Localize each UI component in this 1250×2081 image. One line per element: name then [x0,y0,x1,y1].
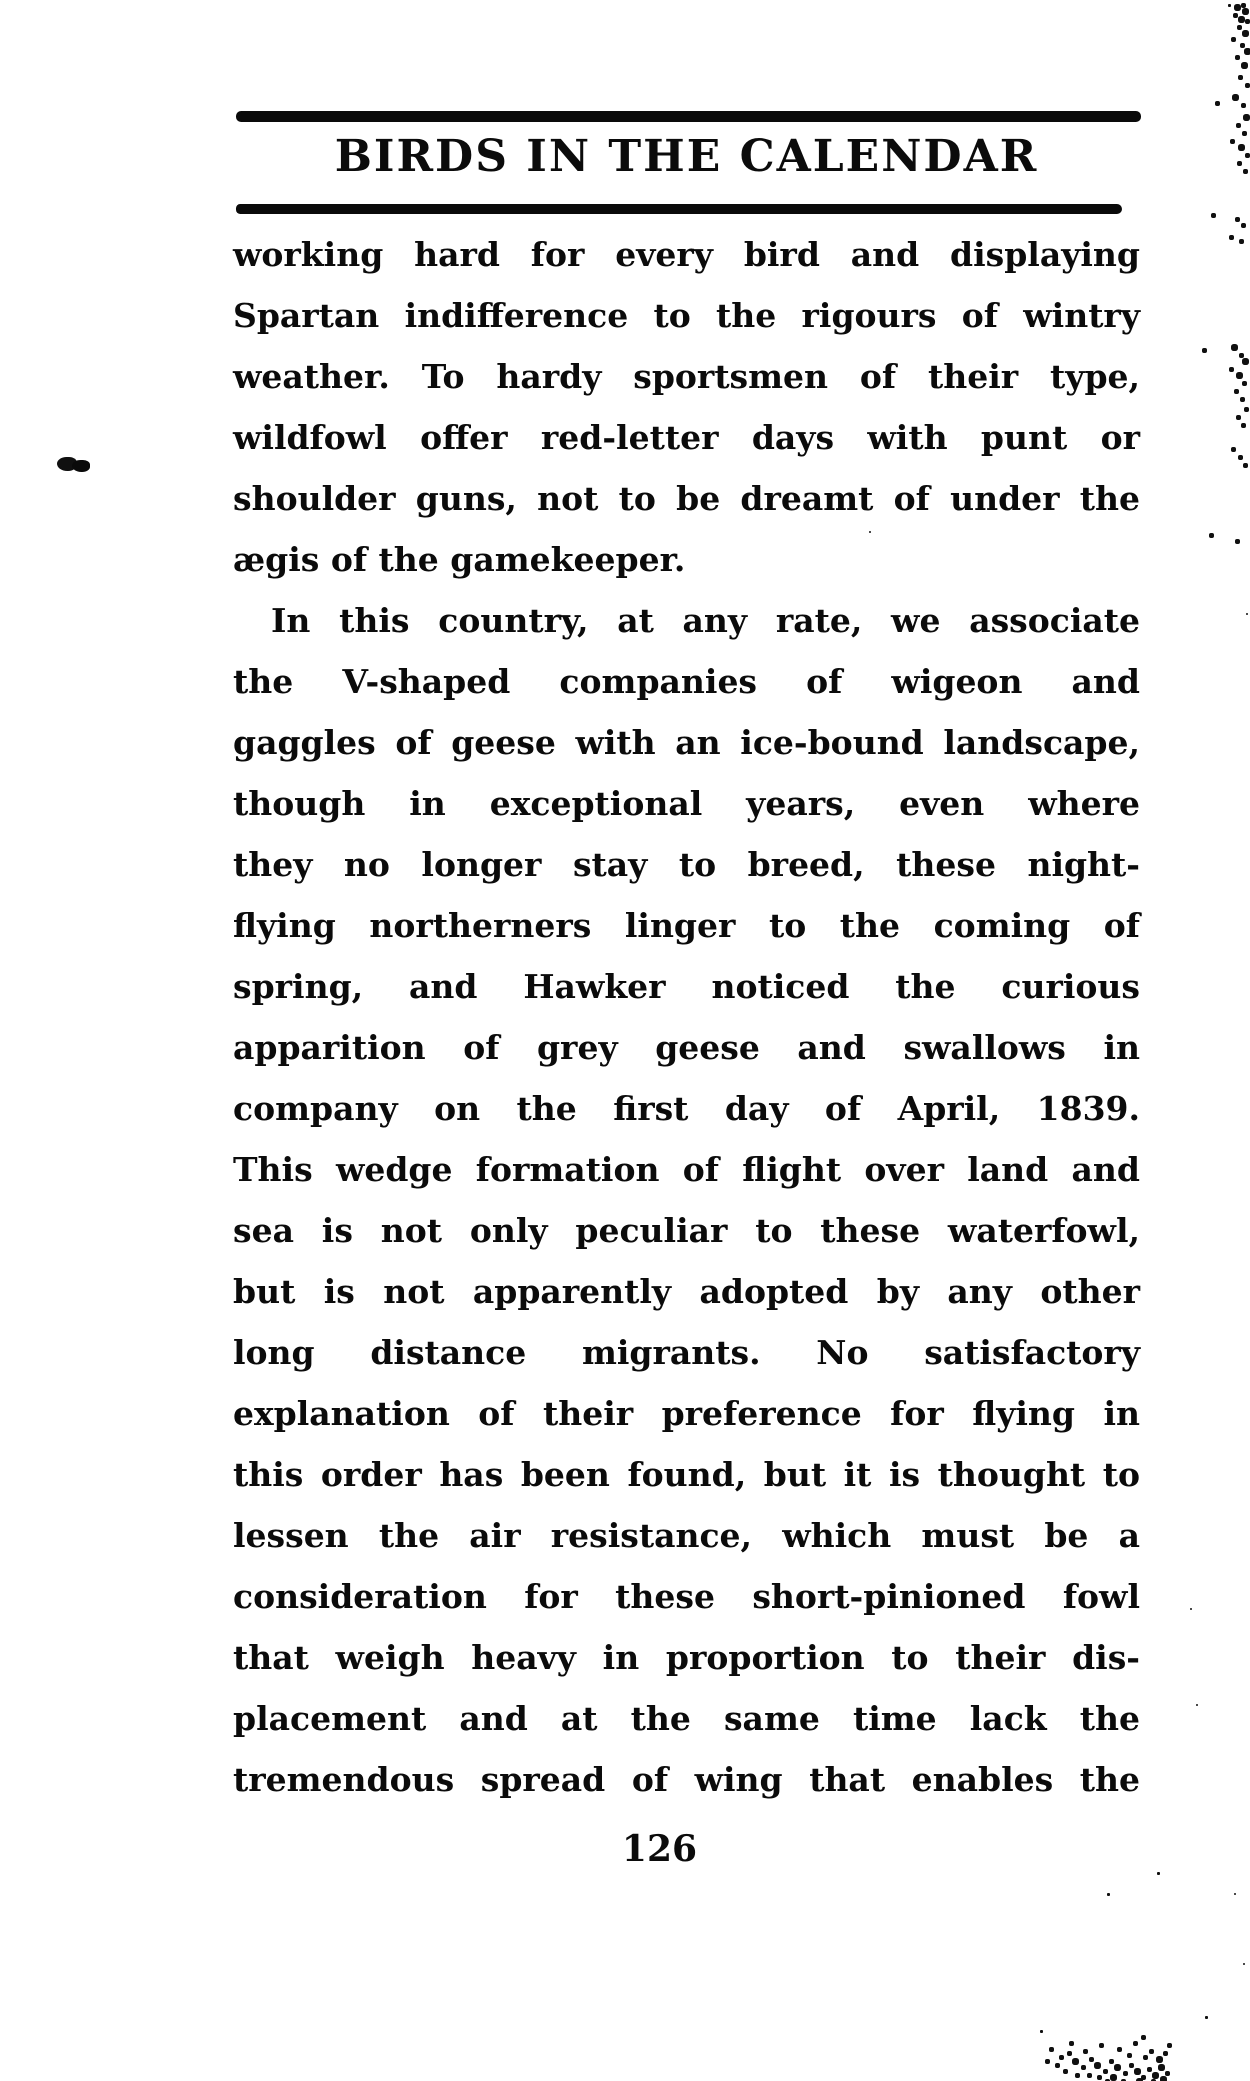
scan-speck [1246,613,1248,615]
text-line: long distance migrants. No satisfactory [233,1333,1140,1372]
text-line: they no longer stay to breed, these night- [233,845,1140,884]
text-line: but is not apparently adopted by any other [233,1272,1140,1311]
text-line: shoulder guns, not to be dreamt of under the [233,479,1140,518]
text-line: lessen the air resistance, which must be a [233,1516,1140,1555]
scan-noise-bottom-right [1040,2030,1043,2033]
text-line: In this country, at any rate, we associate [271,601,1140,640]
text-line: This wedge formation of flight over land and [233,1150,1140,1189]
text-line: flying northerners linger to the coming of [233,906,1140,945]
text-line: consideration for these short-pinioned fowl [233,1577,1140,1616]
scan-speck [1157,1872,1160,1875]
text-line: gaggles of geese with an ice-bound landscape, [233,723,1140,762]
text-line: though in exceptional years, even where [233,784,1140,823]
page-number: 126 [621,1828,698,1870]
text-line: wildfowl offer red-letter days with punt or [233,418,1140,457]
scan-speck [1107,1893,1110,1896]
body-text [233,224,1140,1810]
text-line: that weigh heavy in proportion to their dis- [233,1638,1140,1677]
text-line: explanation of their preference for flying in [233,1394,1140,1433]
scan-speck [1234,1893,1236,1895]
text-line: sea is not only peculiar to these waterfowl, [233,1211,1140,1250]
scan-noise-top-right [1228,4,1231,7]
paragraph [233,590,1140,1810]
text-line: spring, and Hawker noticed the curious [233,967,1140,1006]
text-line: weather. To hardy sportsmen of their type, [233,357,1140,396]
ink-blot-left-margin [72,460,90,472]
scan-speck [1190,1608,1192,1610]
text-line: tremendous spread of wing that enables the [233,1760,1140,1799]
text-line: Spartan indifference to the rigours of wintry [233,296,1140,335]
text-line: this order has been found, but it is thought to [233,1455,1140,1494]
scan-speck [1243,1963,1245,1965]
header-rule-top [236,111,1141,122]
paragraph [233,224,1140,590]
page-title: BIRDS IN THE CALENDAR [334,131,1039,182]
scan-speck [1205,2016,1208,2019]
text-line: ægis of the gamekeeper. [233,540,686,579]
text-line: company on the first day of April, 1839. [233,1089,1140,1128]
text-line: working hard for every bird and displaying [233,235,1140,274]
text-line: placement and at the same time lack the [233,1699,1140,1738]
text-line: the V-shaped companies of wigeon and [233,662,1140,701]
text-line: apparition of grey geese and swallows in [233,1028,1140,1067]
scan-speck [869,531,871,533]
scan-speck [1196,1704,1198,1706]
header-rule-bottom [236,204,1122,214]
